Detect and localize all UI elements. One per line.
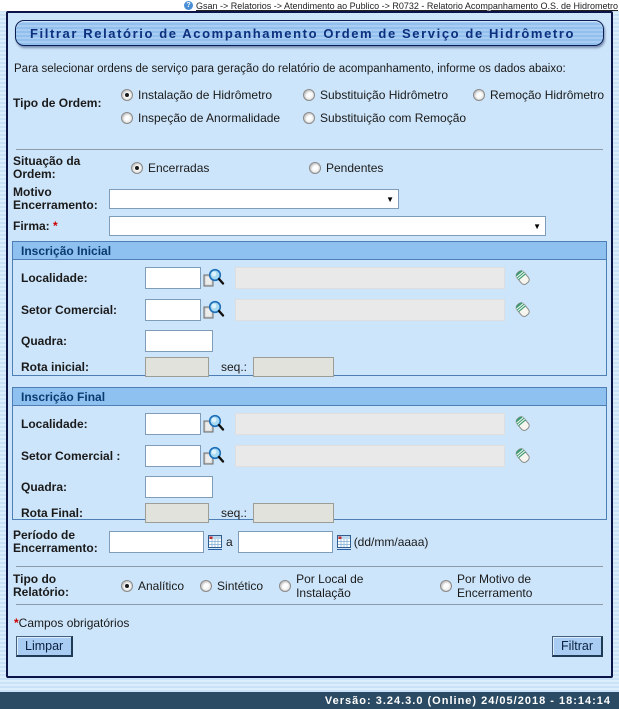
radio-inspecao-anormalidade[interactable]	[121, 111, 303, 125]
radio-pendentes[interactable]	[309, 161, 383, 175]
inscricao-inicial-header: Inscrição Inicial	[13, 242, 606, 260]
eraser-icon[interactable]	[513, 414, 533, 434]
tipo-ordem-row	[11, 83, 608, 129]
rota-inicial-row	[13, 355, 606, 379]
version-footer	[0, 692, 619, 709]
radio-label: Substituição Hidrômetro	[320, 87, 449, 102]
setor-inicial-descricao	[235, 299, 505, 321]
radio-label: Encerradas	[148, 161, 210, 175]
search-icon[interactable]	[203, 446, 225, 466]
version-text: Versão: 3.24.3.0 (Online) 24/05/2018 - 18:14:14	[324, 694, 611, 707]
radio-por-motivo-encerramento-input[interactable]	[440, 580, 452, 592]
seq-label: seq.:	[221, 360, 248, 374]
calendar-icon[interactable]	[208, 535, 222, 550]
page-title-banner	[15, 20, 604, 46]
rota-final-input	[145, 503, 209, 523]
localidade-final-input[interactable]	[145, 413, 201, 435]
tipo-relatorio-label: Tipo do Relatório:	[13, 571, 70, 599]
inscricao-final-header: Inscrição Final	[13, 388, 606, 406]
rota-final-seq-input	[253, 503, 334, 523]
setor-final-row	[13, 439, 606, 472]
eraser-icon[interactable]	[513, 300, 533, 320]
motivo-encerramento-label: Motivo Encerramento:	[13, 185, 98, 212]
localidade-inicial-descricao	[235, 267, 505, 289]
required-note	[11, 615, 608, 631]
setor-final-descricao	[235, 445, 505, 467]
required-asterisk: *	[53, 218, 58, 233]
radio-substituicao-remocao-input[interactable]	[303, 112, 315, 124]
radio-label: Por Local de Instalação	[296, 571, 364, 600]
search-icon[interactable]	[203, 268, 225, 288]
actions-row	[11, 636, 608, 657]
radio-instalacao-hidrometro-input[interactable]	[121, 89, 133, 101]
quadra-label: Quadra:	[21, 479, 68, 494]
search-icon[interactable]	[203, 300, 225, 320]
radio-instalacao-hidrometro[interactable]	[121, 88, 303, 102]
motivo-encerramento-select[interactable]	[109, 189, 399, 209]
rota-final-label: Rota Final:	[21, 506, 83, 520]
radio-label: Remoção Hidrômetro	[490, 87, 605, 102]
radio-remocao-hidrometro-input[interactable]	[473, 89, 485, 101]
radio-label: Pendentes	[326, 161, 384, 175]
inscricao-inicial-panel	[12, 241, 607, 376]
radio-encerradas[interactable]	[131, 161, 309, 175]
quadra-label: Quadra:	[21, 333, 68, 348]
radio-analitico[interactable]	[121, 579, 184, 593]
separator	[16, 604, 603, 605]
chevron-down-icon: ▼	[386, 194, 394, 204]
motivo-encerramento-row	[11, 184, 608, 214]
chevron-down-icon: ▼	[533, 221, 541, 231]
rota-final-row	[13, 501, 606, 525]
limpar-button[interactable]: Limpar	[16, 636, 73, 657]
localidade-inicial-row	[13, 262, 606, 293]
radio-analitico-input[interactable]	[121, 580, 133, 592]
periodo-encerramento-row	[11, 523, 608, 561]
breadcrumb[interactable]: Gsan -> Relatorios -> Atendimento ao Publico -> R0732 - Relatorio Acompanhamento O.S. de Hidrometro	[196, 0, 618, 11]
radio-por-motivo-encerramento[interactable]	[440, 572, 608, 600]
intro-text: Para selecionar ordens de serviço para geração do relatório de acompanhamento, informe os dados abaixo:	[14, 63, 566, 75]
localidade-final-descricao	[235, 413, 505, 435]
radio-sintetico[interactable]	[200, 579, 263, 593]
radio-label: Inspeção de Anormalidade	[138, 110, 281, 125]
firma-row	[11, 214, 608, 238]
separator	[16, 149, 603, 150]
eraser-icon[interactable]	[513, 446, 533, 466]
situacao-ordem-row	[11, 152, 608, 184]
radio-label: Substituição com Remoção	[320, 110, 467, 125]
firma-label: Firma: *	[13, 218, 58, 233]
periodo-fim-input[interactable]	[238, 531, 333, 553]
periodo-encerramento-label: Período de Encerramento:	[13, 528, 98, 555]
rota-inicial-input	[145, 357, 209, 377]
radio-label: Sintético	[217, 578, 264, 593]
radio-substituicao-remocao[interactable]	[303, 111, 466, 125]
breadcrumb-bar	[0, 0, 619, 11]
radio-label: Instalação de Hidrômetro	[138, 87, 273, 102]
eraser-icon[interactable]	[513, 268, 533, 288]
filter-form-panel	[6, 11, 613, 678]
radio-por-local-instalacao[interactable]	[279, 572, 420, 600]
quadra-final-input[interactable]	[145, 476, 213, 498]
localidade-label: Localidade:	[21, 270, 88, 285]
search-icon[interactable]	[203, 414, 225, 434]
tipo-ordem-label: Tipo de Ordem:	[13, 96, 102, 110]
localidade-final-row	[13, 408, 606, 439]
radio-substituicao-hidrometro[interactable]	[303, 88, 473, 102]
inscricao-final-panel	[12, 387, 607, 520]
seq-label: seq.:	[221, 506, 248, 520]
radio-encerradas-input[interactable]	[131, 162, 143, 174]
setor-comercial-label: Setor Comercial:	[21, 302, 118, 317]
quadra-inicial-row	[13, 326, 606, 355]
setor-comercial-label: Setor Comercial :	[21, 448, 121, 463]
setor-inicial-input[interactable]	[145, 299, 201, 321]
setor-inicial-row	[13, 293, 606, 326]
localidade-inicial-input[interactable]	[145, 267, 201, 289]
date-format-hint: (dd/mm/aaaa)	[353, 535, 429, 549]
periodo-inicio-input[interactable]	[109, 531, 204, 553]
radio-por-local-instalacao-input[interactable]	[279, 580, 291, 592]
filtrar-button[interactable]: Filtrar	[552, 636, 603, 657]
radio-label: Por Motivo de Encerramento	[457, 571, 533, 600]
radio-substituicao-hidrometro-input[interactable]	[303, 89, 315, 101]
rota-inicial-seq-input	[253, 357, 334, 377]
localidade-label: Localidade:	[21, 416, 88, 431]
setor-final-input[interactable]	[145, 445, 201, 467]
page-title: Filtrar Relatório de Acompanhamento Ordem de Serviço de Hidrômetro	[30, 25, 576, 41]
help-icon[interactable]: ?	[184, 1, 193, 10]
quadra-final-row	[13, 472, 606, 501]
radio-label: Analítico	[138, 578, 185, 593]
calendar-icon[interactable]	[337, 535, 351, 550]
radio-remocao-hidrometro[interactable]	[473, 88, 604, 102]
firma-select[interactable]	[109, 216, 546, 236]
situacao-ordem-label: Situação da Ordem:	[13, 154, 81, 181]
radio-pendentes-input[interactable]	[309, 162, 321, 174]
radio-inspecao-anormalidade-input[interactable]	[121, 112, 133, 124]
periodo-separator-label: a	[226, 535, 233, 549]
radio-sintetico-input[interactable]	[200, 580, 212, 592]
quadra-inicial-input[interactable]	[145, 330, 213, 352]
tipo-relatorio-row	[11, 567, 608, 604]
required-asterisk: *	[14, 616, 19, 630]
rota-inicial-label: Rota inicial:	[21, 360, 90, 374]
required-note-text: Campos obrigatórios	[18, 616, 130, 630]
